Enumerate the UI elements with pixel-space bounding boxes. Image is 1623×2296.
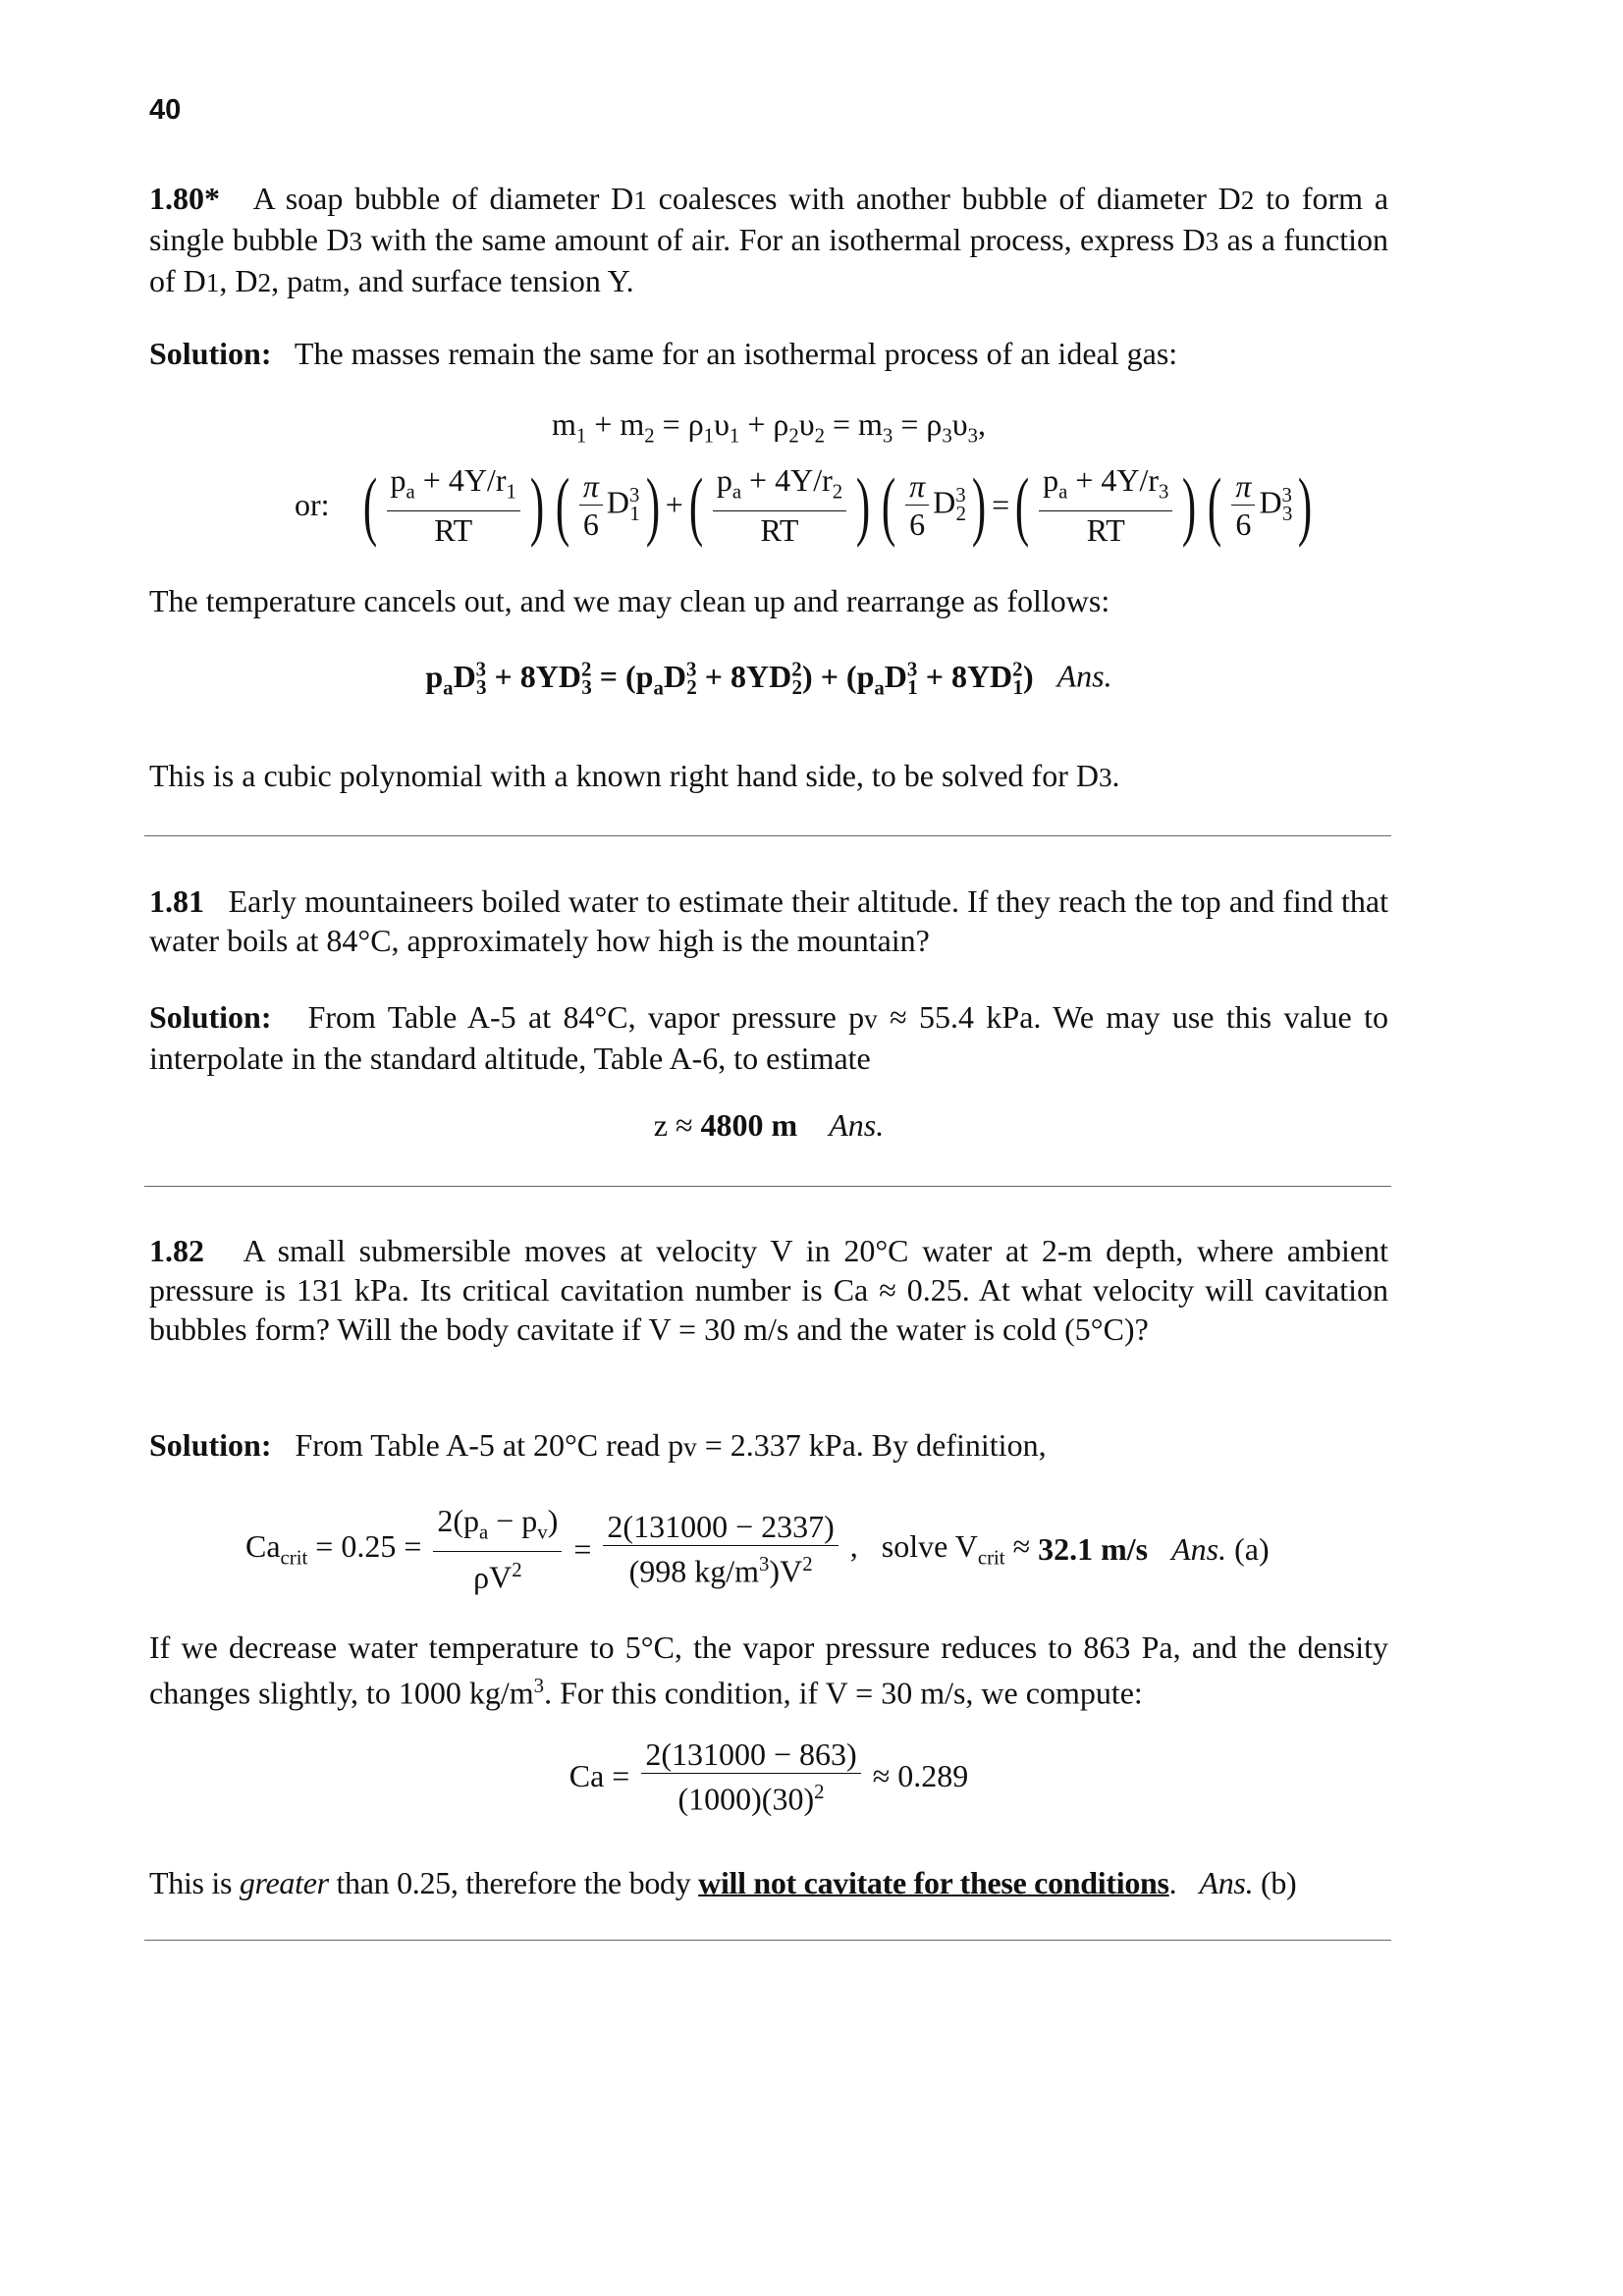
ans-label: Ans. bbox=[1199, 1865, 1254, 1900]
rearranged-equation bbox=[149, 658, 1388, 700]
cubic-equation: $p_aD^3_3 + 8YD^2_3 = (p_aD^3_2 + 8YD^2_2) + (p_aD^3_1 + 8YD^2_1)$ bbox=[425, 658, 1034, 700]
fraction-denominator: (998 $kg/m^3)V^2$ bbox=[628, 1553, 813, 1589]
problem-1-80 bbox=[149, 179, 1388, 302]
cold-cavitation-equation bbox=[149, 1735, 1388, 1818]
solution-label: Solution: bbox=[149, 999, 272, 1035]
conclusion-greater: greater bbox=[239, 1865, 329, 1900]
operator: = bbox=[992, 487, 1010, 523]
temperature-text: The temperature cancels out, and we may clean up and rearrange as follows: bbox=[149, 583, 1110, 618]
solution-1-80 bbox=[149, 334, 1388, 373]
problem-label: 1.82 bbox=[149, 1233, 204, 1268]
solution-text: From Table A-5 at 20°C read pv = 2.337 kPa. By definition, bbox=[295, 1427, 1047, 1463]
operator: + bbox=[665, 487, 683, 523]
divider bbox=[144, 835, 1391, 836]
cavitation-equation bbox=[245, 1502, 1270, 1596]
eq-rhs: ≈ 0.289 bbox=[872, 1758, 969, 1794]
equals-sign: = bbox=[573, 1530, 592, 1567]
fraction bbox=[641, 1735, 860, 1818]
mass-equation: $m_1 + m_2 = \rho_1\upsilon_1 + \rho_2\upsilon_2 = m_3 = \rho_3\upsilon_3$, bbox=[552, 406, 986, 448]
solution-label: Solution: bbox=[149, 1427, 272, 1463]
solution-label: Solution: bbox=[149, 336, 272, 371]
page-number: 40 bbox=[149, 94, 182, 126]
equation-term: ( $\frac{p_a + 4Y/r_1}{RT}$ ) ( $\frac{\pi}{6}$ $D^3_1$) bbox=[362, 461, 660, 549]
conclusion-prefix: This is bbox=[149, 1865, 233, 1900]
equation-term: ( $\frac{p_a + 4Y/r_2}{RT}$ ) ( $\frac{\pi}{6}$ $D^3_2$) bbox=[688, 461, 987, 549]
eq-lhs: $Ca_{crit} = 0.25$ = bbox=[245, 1527, 422, 1570]
problem-label: 1.81 bbox=[149, 883, 204, 919]
expanded-equation bbox=[295, 461, 1318, 560]
eq-lhs: Ca = bbox=[568, 1758, 630, 1794]
problem-label: 1.80* bbox=[149, 181, 220, 216]
or-label: or: bbox=[295, 487, 330, 523]
problem-1-82 bbox=[149, 1231, 1388, 1349]
result-value: 4800 m bbox=[700, 1107, 798, 1143]
fraction-numerator: 2(131000 − 2337) bbox=[603, 1508, 838, 1546]
solution-1-82 bbox=[149, 1425, 1388, 1467]
divider bbox=[144, 1186, 1391, 1187]
equation-terms bbox=[357, 461, 1319, 549]
divider bbox=[144, 1940, 1391, 1941]
ans-label: Ans. bbox=[829, 1107, 885, 1143]
fraction-numerator: 2(131000 − 863) bbox=[641, 1735, 860, 1774]
conclusion-bold: will not cavitate for these conditions bbox=[698, 1865, 1169, 1900]
final-conclusion bbox=[149, 1863, 1388, 1902]
fraction-denominator: $(1000)(30)^2$ bbox=[677, 1781, 825, 1817]
result-prefix: z ≈ bbox=[653, 1107, 693, 1143]
problem-text: A small submersible moves at velocity V in 20°C water at 2-m depth, where ambient pressure is 131 kPa. Its critical cavitation number is Ca ≈ 0.25. At what velocity will cavitation bubbles form? Will the body cavitate if V = 30 m/s and the water is cold (5°C)? bbox=[149, 1233, 1389, 1347]
solve-text: , solve $V_{crit}$ ≈ bbox=[849, 1527, 1031, 1570]
conclusion-mid: than 0.25, therefore the body bbox=[336, 1865, 691, 1900]
cold-water-text: If we decrease water temperature to 5°C, the vapor pressure reduces to 863 Pa, and the density changes slightly, to 1000 $kg/m^3$. For this condition, if V = 30 m/s, we compute: bbox=[149, 1629, 1388, 1711]
problem-text: A soap bubble of diameter D1 coalesces with another bubble of diameter D2 to form a single bubble D3 with the same amount of air. For an isothermal process, express D3 as a function of D1, D2, patm, and surface tension Y. bbox=[149, 181, 1389, 298]
ans-label: Ans. bbox=[1171, 1530, 1227, 1567]
altitude-result bbox=[149, 1107, 1388, 1144]
fraction-numerator: $2(p_a - p_v)$ bbox=[433, 1502, 562, 1552]
fraction-denominator: $\rho V^2$ bbox=[473, 1559, 522, 1596]
cubic-conclusion: This is a cubic polynomial with a known right hand side, to be solved for D3. bbox=[149, 758, 1120, 793]
solution-1-81 bbox=[149, 997, 1388, 1078]
velocity-result: 32.1 m/s bbox=[1038, 1530, 1149, 1567]
ans-part-b: (b) bbox=[1261, 1865, 1297, 1900]
problem-1-81 bbox=[149, 881, 1388, 960]
problem-text: Early mountaineers boiled water to estimate their altitude. If they reach the top and find that water boils at 84°C, approximately how high is the mountain? bbox=[149, 883, 1388, 958]
solution-text: From Table A-5 at 84°C, vapor pressure pv ≈ 55.4 kPa. We may use this value to interpolate in the standard altitude, Table A-6, to estimate bbox=[149, 999, 1388, 1076]
equation-term: ( $\frac{p_a + 4Y/r_3}{RT}$ ) ( $\frac{\pi}{6}$ $D^3_3$) bbox=[1014, 461, 1313, 549]
ans-part-a: (a) bbox=[1234, 1530, 1270, 1567]
conclusion-dot: . bbox=[1168, 1865, 1177, 1900]
fraction-numeric bbox=[603, 1508, 838, 1590]
solution-text: The masses remain the same for an isothermal process of an ideal gas: bbox=[294, 336, 1178, 371]
fraction-definition bbox=[433, 1502, 562, 1596]
ans-label: Ans. bbox=[1056, 658, 1112, 694]
